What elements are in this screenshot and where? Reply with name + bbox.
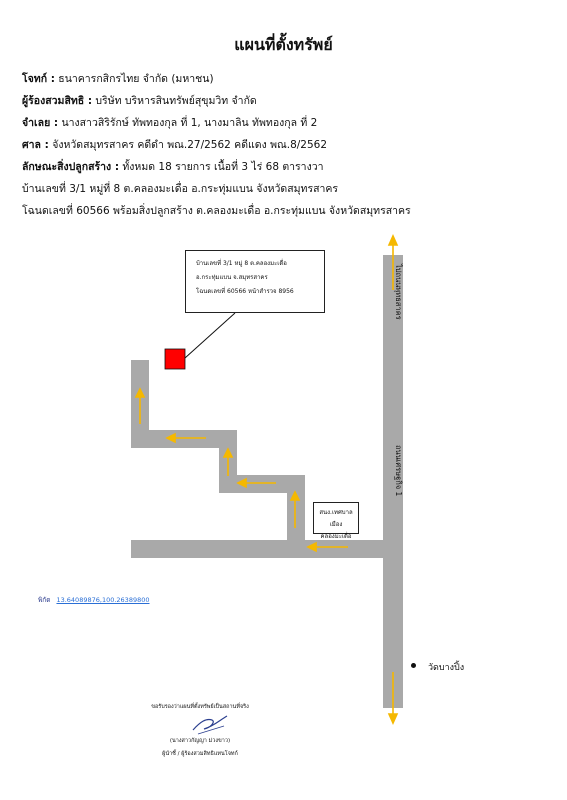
page-title: แผนที่ตั้งทรัพย์ xyxy=(234,35,333,54)
landmark-dot-icon xyxy=(411,663,416,668)
roads xyxy=(131,255,403,708)
assignee-value: บริษัท บริหารสินทรัพย์สุขุมวิท จำกัด xyxy=(95,95,257,107)
assignee-label: ผู้ร้องสวมสิทธิ : xyxy=(22,95,93,107)
office-line: คลองมะเดื่อ xyxy=(320,533,352,540)
road-label-top: ไปถนนพุทธสาคร xyxy=(394,264,403,320)
callout-line: อ.กระทุ่มแบน จ.สมุทรสาคร xyxy=(196,274,268,281)
coordinates xyxy=(38,595,150,605)
signer-role: ผู้นำชี้ / ผู้ร้องสวมสิทธิแทนโจทก์ xyxy=(162,751,238,757)
defendant-value: นางสาวสิริรักษ์ ทัพทองกุล ที่ 1, นางมาลิน ทัพทองกุล ที่ 2 xyxy=(61,117,318,129)
property-callout xyxy=(185,250,325,313)
defendant-label: จำเลย : xyxy=(22,117,59,129)
certification-text: ขอรับรองว่าแผนที่ตั้งทรัพย์เป็นสถานที่จริง xyxy=(151,704,249,710)
court-label: ศาล : xyxy=(22,139,49,151)
court-value: จังหวัดสมุทรสาคร คดีดำ พณ.27/2562 คดีแดง พณ.8/2562 xyxy=(52,139,328,151)
callout-pointer xyxy=(185,313,235,358)
callout-line: โฉนดเลขที่ 60566 หน้าสำรวจ 8956 xyxy=(196,288,294,295)
plaintiff-value: ธนาคารกสิกรไทย จำกัด (มหาชน) xyxy=(58,73,214,85)
property-marker xyxy=(165,349,185,369)
coord-link[interactable]: 13.64089876,100.26389800 xyxy=(56,596,150,604)
road-label-main: ถนนเศรษฐกิจ 1 xyxy=(394,445,403,497)
plaintiff-label: โจทก์ : xyxy=(22,73,55,85)
landmark-label: วัดบางปิ้ง xyxy=(428,663,465,673)
deed-row: โฉนดเลขที่ 60566 พร้อมสิ่งปลูกสร้าง ต.คลองมะเดื่อ อ.กระทุ่มแบน จังหวัดสมุทรสาคร xyxy=(22,205,411,217)
side-road-horizontal xyxy=(131,540,403,558)
signer-name: (นางสาวกัญญา ม่วงขาว) xyxy=(169,738,231,744)
signature-icon xyxy=(190,710,230,736)
property-label: ลักษณะสิ่งปลูกสร้าง : xyxy=(22,161,120,173)
address-row: บ้านเลขที่ 3/1 หมู่ที่ 8 ต.คลองมะเดื่อ อ.กระทุ่มแบน จังหวัดสมุทรสาคร xyxy=(22,183,339,195)
coord-label: พิกัด xyxy=(38,596,51,604)
callout-line: บ้านเลขที่ 3/1 หมู่ 8 ต.คลองมะเดื่อ xyxy=(196,260,287,267)
office-line: สนง.เทศบาลเมือง xyxy=(319,509,353,528)
municipal-office-box xyxy=(313,502,359,540)
property-value: ทั้งหมด 18 รายการ เนื้อที่ 3 ไร่ 68 ตารางวา xyxy=(122,161,324,173)
